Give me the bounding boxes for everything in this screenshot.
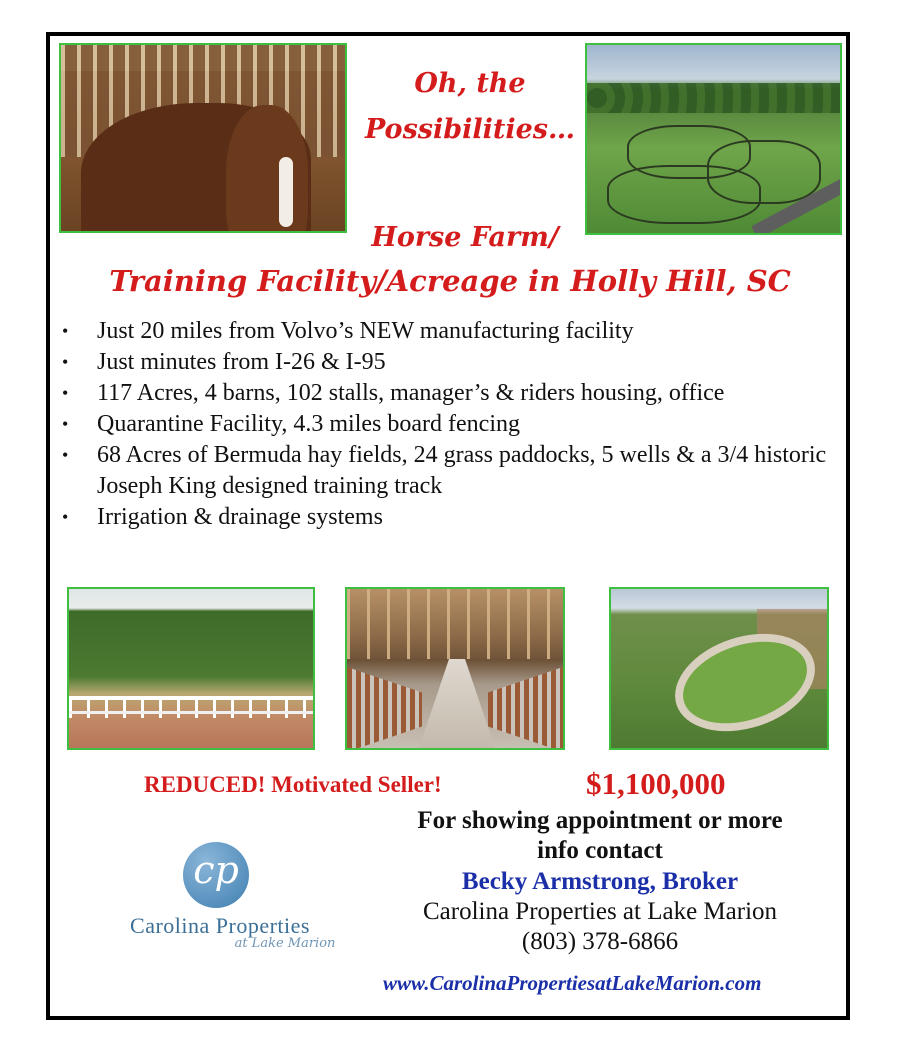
headline-line-4: Training Facility/Acreage in Holly Hill, SC [109,264,791,298]
feature-item: • Irrigation & drainage systems [62,502,832,533]
aerial-track-photo [609,587,829,750]
headline-line-3: Horse Farm/ [371,222,559,253]
logo-name: Carolina Properties [130,913,310,938]
broker-name: Becky Armstrong, Broker [461,868,739,895]
phone-number[interactable]: (803) 378-6866 [521,928,679,955]
aerial-paddocks-photo [585,43,842,235]
barn-aisle-photo [345,587,565,750]
price: $1,100,000 [586,766,726,801]
bullet-icon: • [62,352,69,372]
headline-line-2: Possibilities… [364,114,575,145]
website-link[interactable]: www.CarolinaPropertiesatLakeMarion.com [383,971,762,995]
feature-item: • 68 Acres of Bermuda hay fields, 24 grass paddocks, 5 wells & a 3/4 historic Joseph King designed training track [62,442,827,499]
training-track-rail-photo [67,587,315,750]
bullet-icon: • [62,445,69,465]
features-list [62,316,832,533]
bullet-icon: • [62,414,69,434]
logo-subtitle: at Lake Marion [234,936,336,951]
horse-stall-photo [59,43,347,233]
bullet-icon: • [62,321,69,341]
feature-item: • Just minutes from I-26 & I-95 [62,347,832,378]
headline-line-1: Oh, the [414,68,526,99]
bullet-icon: • [62,383,69,403]
contact-line-1: For showing appointment or more [417,807,783,834]
reduced-label: REDUCED! Motivated Seller! [144,772,442,797]
feature-item: • 117 Acres, 4 barns, 102 stalls, manager’s & riders housing, office [62,378,832,409]
contact-line-2: info contact [537,837,663,864]
feature-item: • Just 20 miles from Volvo’s NEW manufacturing facility [62,316,832,347]
bullet-icon: • [62,507,69,527]
feature-item: • Quarantine Facility, 4.3 miles board fencing [62,409,832,440]
logo-monogram: cp [193,848,239,892]
company-name: Carolina Properties at Lake Marion [422,898,778,925]
